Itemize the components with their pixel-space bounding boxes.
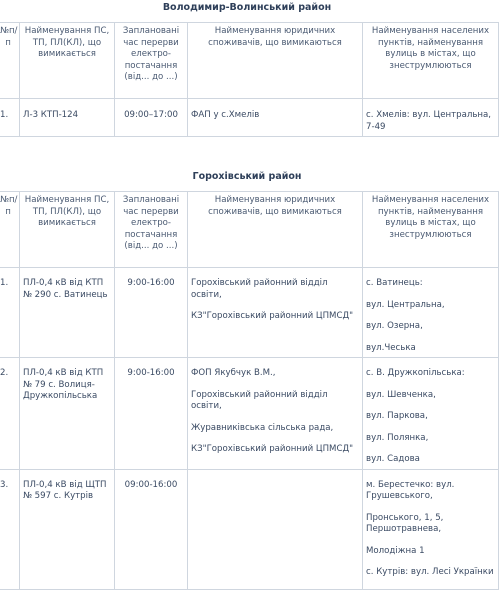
row-consumers	[188, 469, 363, 589]
place-line: вул. Паркова,	[366, 411, 428, 421]
consumer-line: ФАП у с.Хмелів	[191, 110, 260, 120]
table-row	[0, 99, 499, 137]
district-title-volodymyr: Володимир-Волинський район	[162, 2, 332, 13]
table-row	[0, 358, 499, 470]
row-places	[363, 469, 499, 589]
consumer-line: Горохівський районний відділ освіти,	[191, 389, 328, 411]
outage-table-volodymyr	[0, 22, 499, 137]
place-line: с. Кутрів: вул. Лесі Українки	[366, 567, 494, 577]
row-number: 2.	[0, 358, 20, 470]
table-header-row	[0, 192, 499, 268]
row-places	[363, 358, 499, 470]
outage-table-horokhiv	[0, 191, 499, 590]
row-object: ПЛ-0,4 кВ від КТП № 79 с. Волиця-Дружкопільська	[20, 358, 115, 470]
row-consumers	[188, 268, 363, 358]
row-places	[363, 99, 499, 137]
table-row	[0, 268, 499, 358]
header-places: Найменування населених пунктів, найменування вулиць в містах, що знеструмлюються	[363, 23, 499, 99]
row-time: 09:00-16:00	[115, 469, 188, 589]
place-line: с. Хмелів: вул. Центральна, 7-49	[366, 110, 492, 132]
header-number: №п/п	[0, 192, 20, 268]
place-line: м. Берестечко: вул. Грушевського,	[366, 479, 455, 501]
row-time: 9:00-16:00	[115, 358, 188, 470]
consumer-line: КЗ"Горохівський районний ЦПМСД"	[191, 311, 354, 321]
place-line: вул.Чеська	[366, 342, 416, 353]
row-number: 1.	[0, 99, 20, 137]
header-time: Заплановані час перерви електро-постачання (від... до ...)	[115, 23, 188, 99]
header-object: Найменування ПС, ТП, ПЛ(КЛ), що вимикається	[20, 192, 115, 268]
row-object: ПЛ-0,4 кВ від КТП № 290 с. Ватинець	[20, 268, 115, 358]
header-consumers: Найменування юридичних споживачів, що вимикаються	[188, 192, 363, 268]
table-row	[0, 469, 499, 589]
row-time: 09:00–17:00	[115, 99, 188, 137]
row-object: Л-3 КТП-124	[20, 99, 115, 137]
place-line: вул. Центральна,	[366, 299, 445, 310]
place-line: с. Ватинець:	[366, 278, 423, 288]
consumer-line: Горохівський районний відділ освіти,	[191, 278, 328, 300]
place-line: вул. Озерна,	[366, 321, 423, 331]
header-consumers: Найменування юридичних споживачів, що вимикаються	[188, 23, 363, 99]
row-number: 3.	[0, 469, 20, 589]
table-header-row	[0, 23, 499, 99]
row-consumers	[188, 99, 363, 137]
header-time: Заплановані час перерви електро-постачання (від... до ...)	[115, 192, 188, 268]
header-number: №п/п	[0, 23, 20, 99]
place-line: с. В. Дружкопільська:	[366, 368, 465, 378]
consumer-line: Журавниківська сільська рада,	[191, 422, 334, 433]
place-line: вул. Садова	[366, 454, 420, 464]
consumer-line: КЗ"Горохівський районний ЦПМСД"	[191, 444, 354, 454]
header-places: Найменування населених пунктів, найменування вулиць в містах, що знеструмлюються	[363, 192, 499, 268]
place-line: Пронського, 1, 5, Першотравнева,	[366, 512, 444, 534]
consumer-line: ФОП Якубчук В.М.,	[191, 368, 276, 378]
row-consumers	[188, 358, 363, 470]
district-title-horokhiv: Горохівський район	[192, 171, 302, 182]
row-places	[363, 268, 499, 358]
header-object: Найменування ПС, ТП, ПЛ(КЛ), що вимикається	[20, 23, 115, 99]
place-line: Молодіжна 1	[366, 545, 425, 556]
place-line: вул. Шевченка,	[366, 389, 436, 400]
row-object: ПЛ-0,4 кВ від ЩТП № 597 с. Кутрів	[20, 469, 115, 589]
row-number: 1.	[0, 268, 20, 358]
row-time: 9:00-16:00	[115, 268, 188, 358]
place-line: вул. Полянка,	[366, 432, 429, 443]
